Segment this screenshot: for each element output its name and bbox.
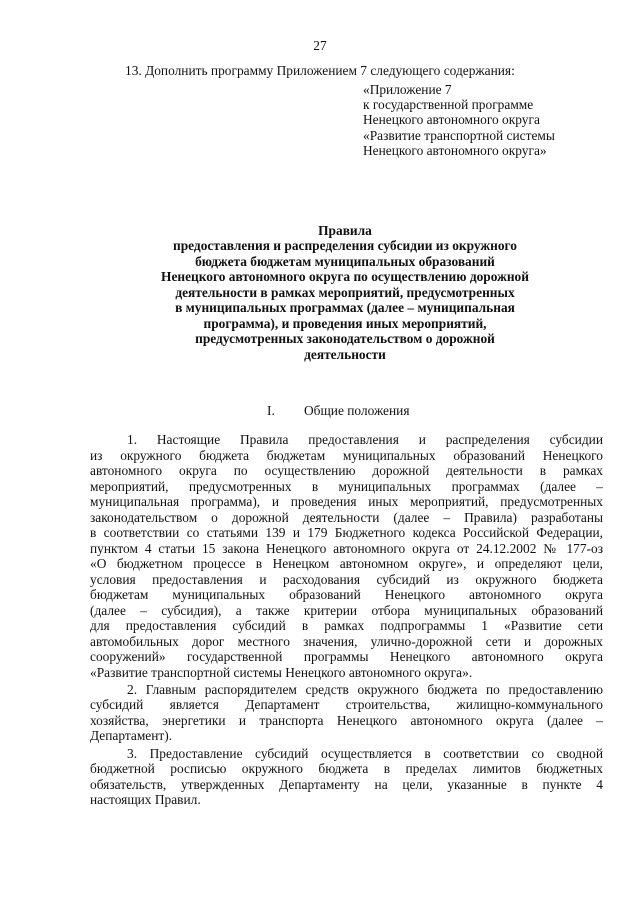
title-line: Ненецкого автономного округа по осуществлению дорожной [161,269,529,284]
title-line: Правила [318,223,372,238]
appendix-caption-line: «Развитие транспортной системы [363,128,555,143]
body-line: из окружного бюджета бюджетам муниципальных образований Ненецкого [90,448,603,463]
body-line: обязательств, утвержденных Департаменту на цели, указанные в пункте 4 [90,777,603,792]
section-title: Общие положения [304,403,410,418]
body-line: в соответствии со статьями 139 и 179 Бюджетного кодекса Российской Федерации, [90,525,603,540]
body-line: субсидий является Департамент строительства, жилищно-коммунального [90,697,603,712]
appendix-caption-line: к государственной программе [363,97,534,112]
body-line: (далее – субсидия), а также критерии отбора муниципальных образований [90,603,603,618]
title-line: бюджета бюджетам муниципальных образований [195,254,495,269]
body-line: автономного округа по осуществлению дорожной деятельности в рамках [90,463,603,478]
body-line: для предоставления субсидий в рамках подпрограммы 1 «Развитие сети [90,618,603,633]
body-line: законодательством о дорожной деятельности (далее – Правила) разработаны [90,510,603,525]
body-line: сооружений» государственной программы Ненецкого автономного округа [90,649,603,664]
body-line: «О бюджетном процессе в Ненецком автономном округе», и определяют цели, [90,556,603,571]
body-line: 2. Главным распорядителем средств окружного бюджета по предоставлению [127,682,603,697]
body-line: бюджетной росписью окружного бюджета в пределах лимитов бюджетных [90,761,603,776]
body-line: пунктом 4 статьи 15 закона Ненецкого автономного округа от 24.12.2002 № 177-оз [90,541,603,556]
appendix-caption-line: Ненецкого автономного округа» [363,143,547,158]
body-line: автомобильных дорог местного значения, улично-дорожной сети и дорожных [90,634,603,649]
body-line: «Развитие транспортной системы Ненецкого автономного округа». [90,665,473,680]
body-line: Департамент). [90,728,173,743]
body-line: 3. Предоставление субсидий осуществляется в соответствии со сводной [127,746,603,761]
title-line: в муниципальных программах (далее – муниципальная [175,300,515,315]
body-line: 1. Настоящие Правила предоставления и распределения субсидии [127,432,603,447]
body-line: хозяйства, энергетики и транспорта Ненецкого автономного округа (далее – [90,713,603,728]
body-line: условия предоставления и расходования субсидий из окружного бюджета [90,572,603,587]
title-line: предусмотренных законодательством о дорожной [195,331,495,346]
body-line: муниципальная программа), и проведения иных мероприятий, предусмотренных [90,494,603,509]
appendix-caption-line: «Приложение 7 [363,82,452,97]
title-line: предоставления и распределения субсидии из окружного [173,238,517,253]
section-number: I. [267,403,275,418]
body-line: настоящих Правил. [90,792,201,807]
body-line: бюджетам муниципальных образований Ненецкого автономного округа [90,587,603,602]
title-line: программа), и проведения иных мероприятий, [203,316,487,331]
amendment-item: 13. Дополнить программу Приложением 7 следующего содержания: [125,63,515,78]
title-line: деятельности в рамках мероприятий, предусмотренных [175,285,515,300]
body-line: мероприятий, предусмотренных в муниципальных программах (далее – [90,479,603,494]
title-line: деятельности [304,347,386,362]
page-number: 27 [313,38,327,53]
appendix-caption-line: Ненецкого автономного округа [363,112,540,127]
